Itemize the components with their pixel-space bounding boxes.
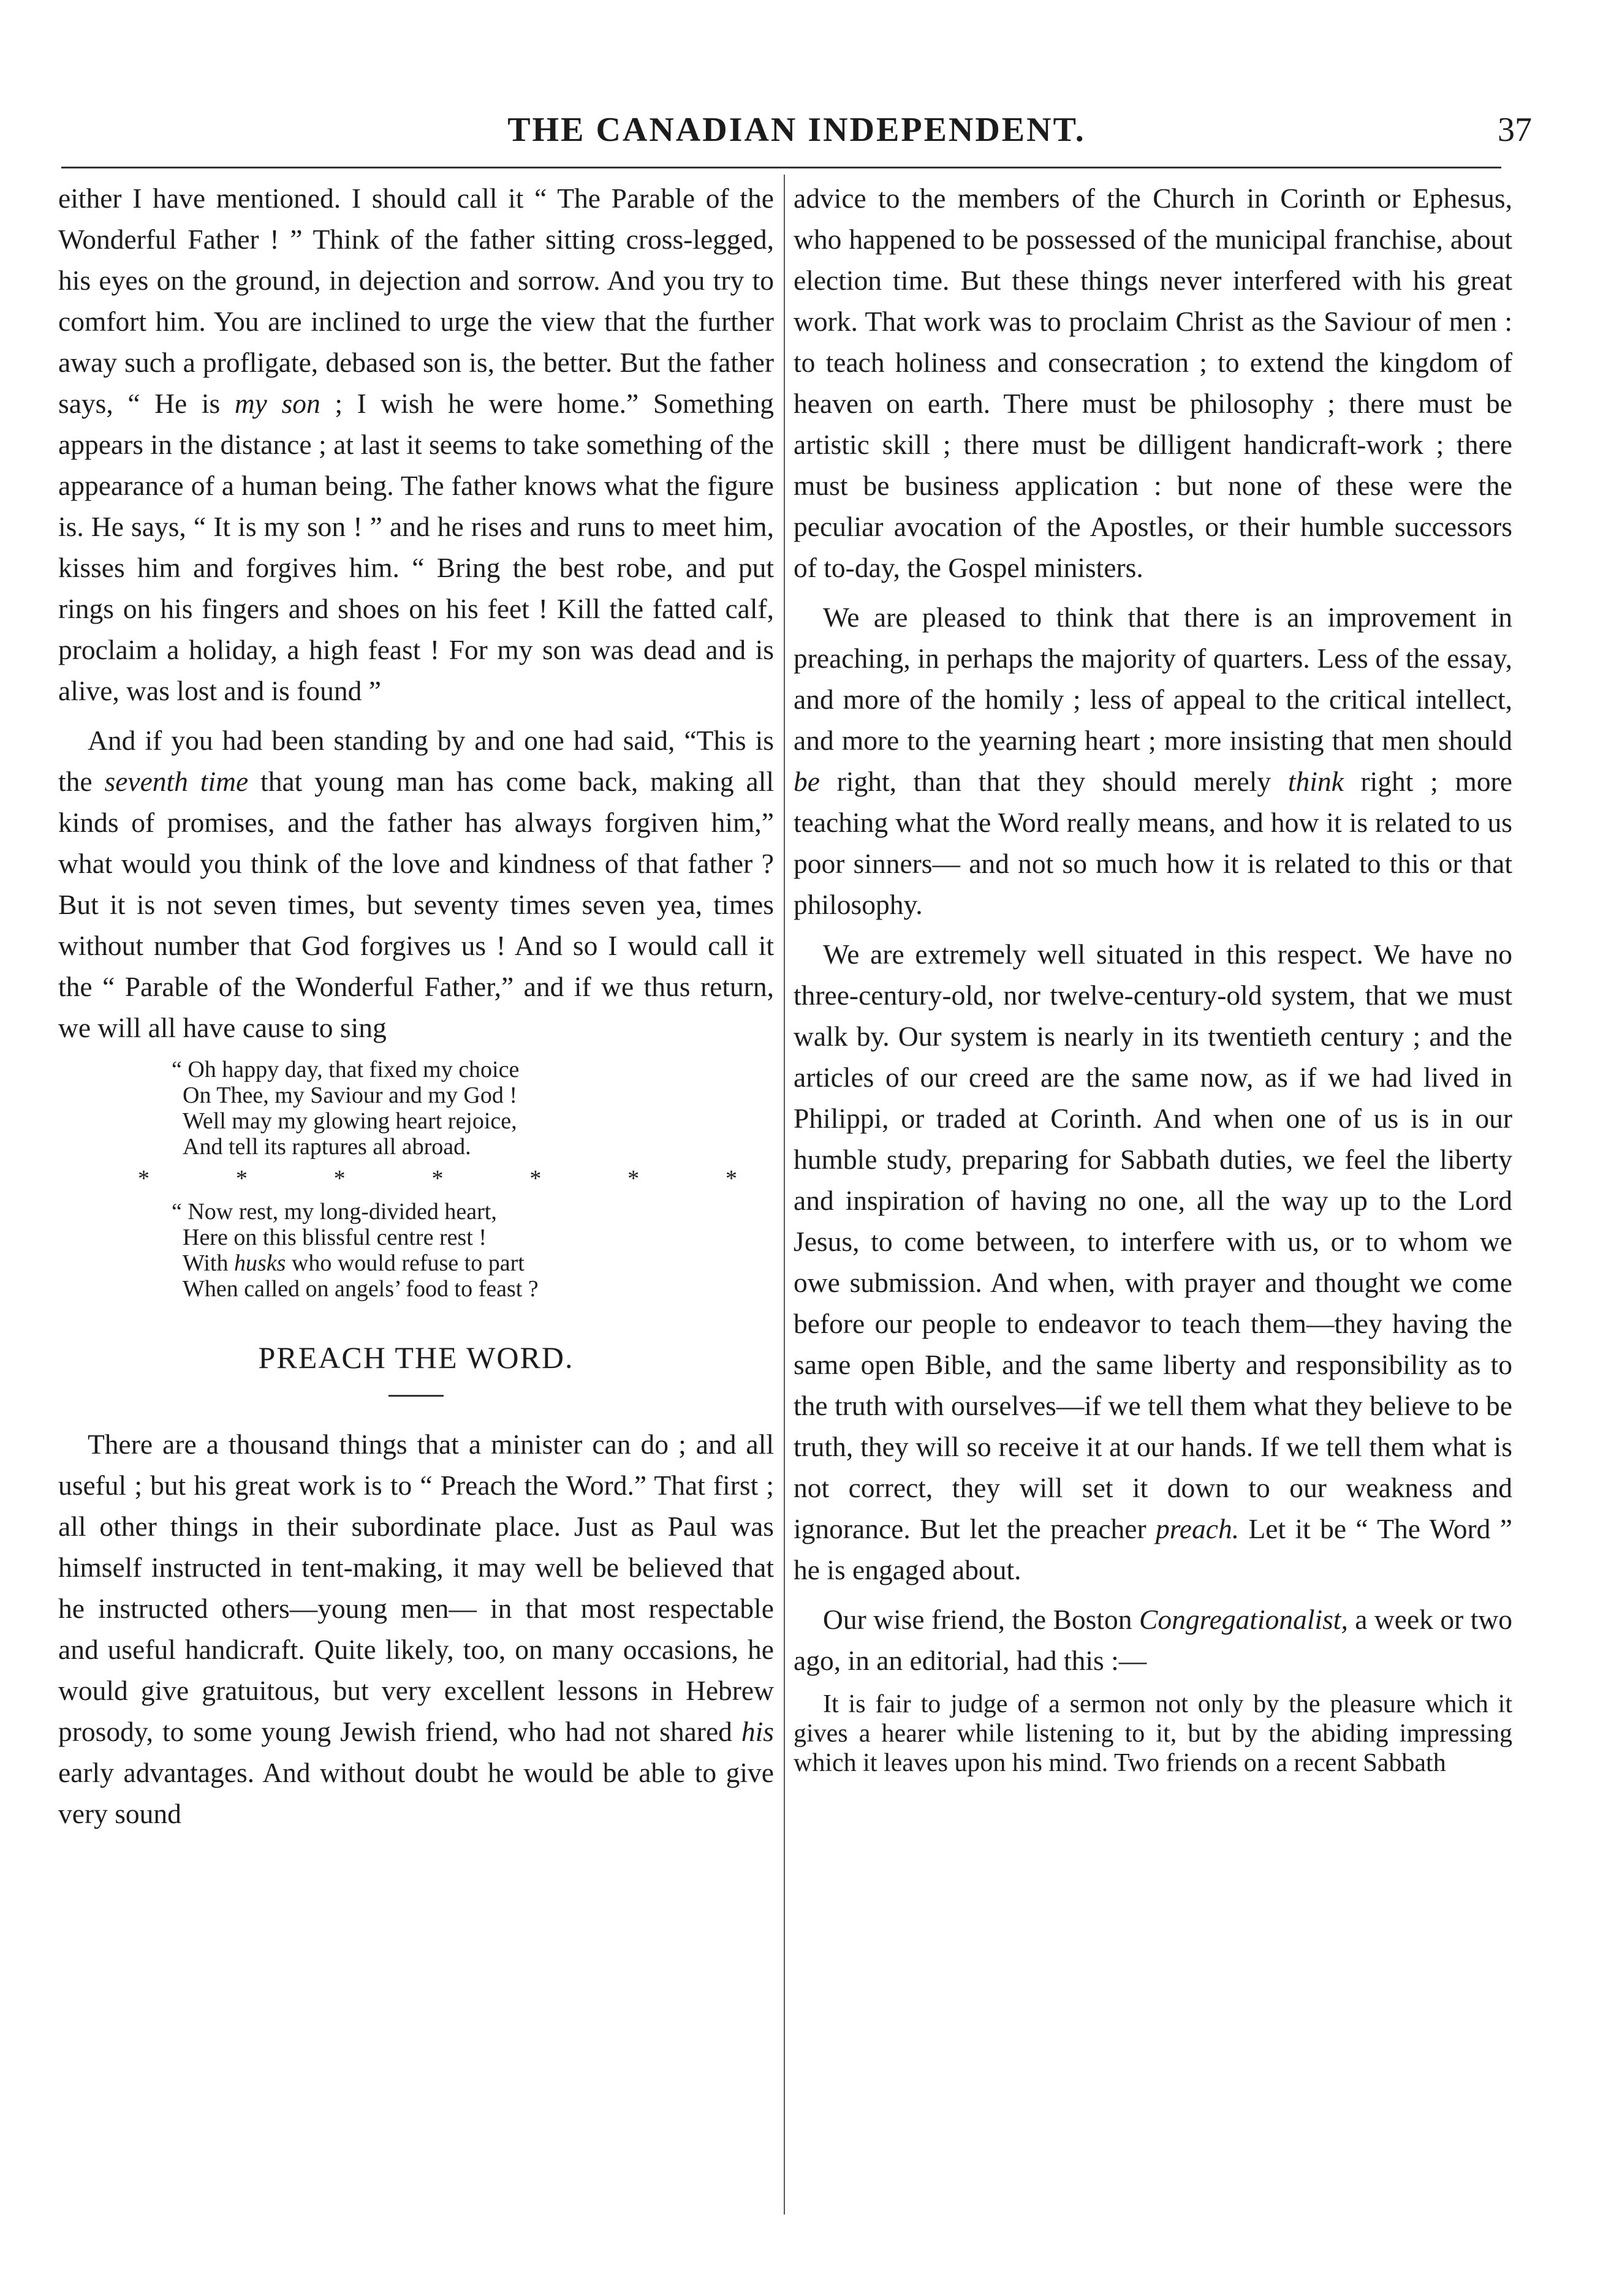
text-run: ; I wish he were home.” Something appears in the distance ; at last it seems to take something of the appearance of a human being. The father knows what the figure is. He says, “ It is my son ! ” and he rises and runs to meet him, kisses him and forgives him. “ Bring the best robe, and put rings on his fingers and shoes on his feet ! Kill the fatted calf, proclaim a holiday, a high feast ! For my son was dead and is alive, was lost and is found ” [58,388,774,706]
italic-run: be [794,766,820,797]
italic-run: his [741,1716,774,1747]
star: * [333,1166,346,1191]
star: * [725,1166,737,1191]
text-run: early advantages. And without doubt he would be able to give very sound [58,1757,774,1829]
italic-run: seventh time [104,766,249,797]
paragraph-situated [794,934,1512,1590]
paragraph-wonderful-father [58,178,774,711]
text-run: right ; more teaching what the Word really means, and how it is related to us poor sinners— and not so much how it is related to this or that philosophy. [794,766,1512,920]
text-run: We are extremely well situated in this respect. We have no three-century-old, nor twelve-century-old system, that we must walk by. Our system is nearly in its twentieth century ; and the articles of our creed are the same now, as if we had lived in Philippi, or traded at Corinth. And when one of us is in our humble study, preparing for Sabbath duties, we feel the liberty and inspiration of having no one, all the way up to the Lord Jesus, to come between, to interfere with us, or to whom we owe submission. And when, with prayer and thought we come before our people to endeavor to teach them—they having the same open Bible, and the same liberty and responsibility as to the truth with ourselves—if we tell them what they believe to be truth, they will so receive it at our hands. If we tell them what is not correct, they will set it down to our weakness and ignorance. [794,938,1512,1544]
quoted-editorial: It is fair to judge of a sermon not only by the pleasure which it gives a hearer while listening to it, but by the abiding impressing which it leaves upon his mind. Two friends on a recent Sabbath [794,1690,1512,1777]
paragraph-preach-the-word [58,1424,774,1834]
heading-rule [388,1395,444,1397]
right-column [794,178,1512,2218]
italic-run: think [1287,766,1344,797]
paragraph-improvement [794,597,1512,925]
verse-line: Well may my glowing heart rejoice, [183,1108,517,1134]
verse-line: “ Now rest, my long-divided heart, [172,1199,497,1225]
text-run: There are a thousand things that a minister can do ; and all useful ; but his great work is to “ Preach the Word.” That first ; all other things in their subordinate place. Just as Paul was himself instructed in tent-making, it may well be believed that he instructed others—young men— in that most respectable and useful handicraft. Quite likely, too, on many occasions, he would give gratuitous, but very excellent lessons in Hebrew prosody, to some young Jewish friend, who had not shared [58,1429,774,1747]
verse-line [172,1250,774,1276]
text-run: either I have mentioned. I should call it “ The Parable of the Wonderful Father ! ” Think of the father sitting cross-legged, his eyes on the ground, in dejection and sorrow. And you try to comfort him. You are inclined to urge the view that the further away such a profligate, debased son is, the better. But the father says, “ He is [58,183,774,419]
text-run: who would refuse to part [286,1250,525,1276]
hymn-verse-1 [172,1057,774,1160]
star: * [138,1166,150,1191]
text-run: And if you had been standing by and one had said, “This is the [58,725,774,797]
paragraph-seventh-time [58,720,774,1048]
text-run: that young man has come back, making all kinds of promises, and the father has always forgiven him,” what would you think of the love and kindness of that father ? But it is not seven times, but seventy times seven yea, times without number that God forgives us ! And so I would call it the “ Parable of the Wonderful Father,” and if we thus return, we will all have cause to sing [58,766,774,1043]
italic-run: Congregationalist, [1139,1604,1348,1635]
verse-line: When called on angels’ food to feast ? [183,1276,539,1302]
italic-run: husks [233,1250,286,1276]
star: * [431,1166,444,1191]
left-column [58,178,774,2218]
star: * [235,1166,248,1191]
journal-title: THE CANADIAN INDEPENDENT. [507,111,1086,149]
italic-run: preach. [1156,1513,1240,1544]
italic-run: my son [234,388,320,419]
verse-line: On Thee, my Saviour and my God ! [183,1082,517,1108]
text-run: We are pleased to think that there is an improvement in preaching, in perhaps the majority of quarters. Less of the essay, and more of the homily ; less of appeal to the critical intellect, and more to the yearning heart ; more insisting that men should [794,602,1512,756]
hymn-verse-2 [172,1199,774,1302]
page-number: 37 [1498,111,1532,149]
text-run: a week or two ago, in an editorial, had this :— [794,1604,1512,1676]
section-heading: PREACH THE WORD. [258,1340,574,1375]
text-run: But let the preacher [920,1513,1156,1544]
header-rule [61,167,1501,168]
running-head [61,110,1532,165]
verse-line: “ Oh happy day, that fixed my choice [172,1057,520,1082]
paragraph-congregationalist [794,1599,1512,1681]
star: * [627,1166,640,1191]
text-run: Let it be “ The Word ” he is engaged about. [794,1513,1512,1585]
verse-line: Here on this blissful centre rest ! [183,1225,487,1250]
asterism-separator [138,1166,737,1191]
paragraph-advice: advice to the members of the Church in Corinth or Ephesus, who happened to be possessed of the municipal franchise, about election time. But these things never interfered with his great work. That work was to proclaim Christ as the Saviour of men : to teach holiness and consecration ; to extend the kingdom of heaven on earth. There must be philosophy ; there must be artistic skill ; there must be dilligent handicraft-work ; there must be business application : but none of these were the peculiar avocation of the Apostles, or their humble successors of to-day, the Gospel ministers. [794,183,1512,583]
verse-line: And tell its raptures all abroad. [183,1134,471,1160]
column-divider [784,175,785,2215]
text-run: right, than that they should merely [819,766,1288,797]
text-run: With [183,1250,234,1276]
star: * [529,1166,542,1191]
text-run: Our wise friend, the Boston [823,1604,1139,1635]
